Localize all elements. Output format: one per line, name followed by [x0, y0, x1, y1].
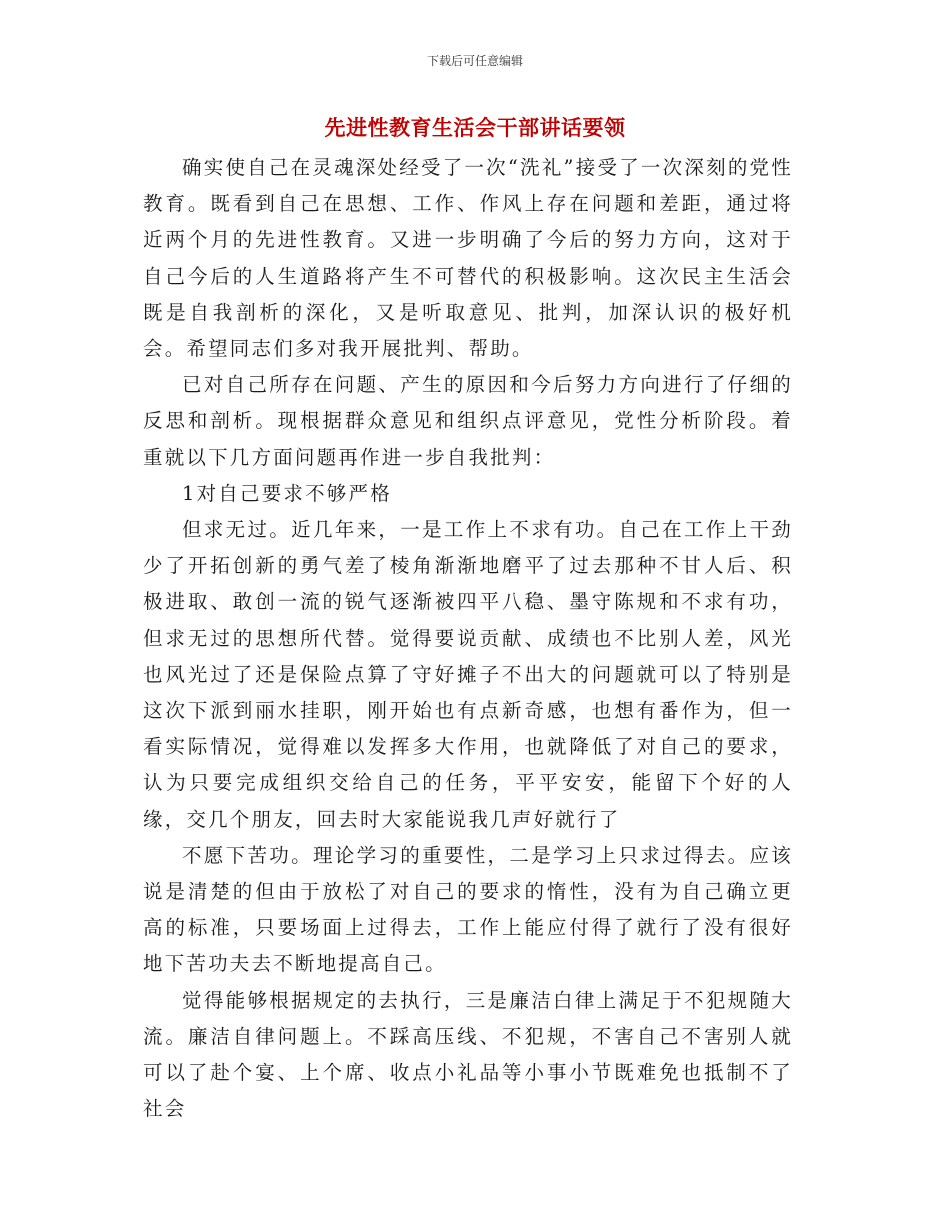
- paragraph-reflection: 已对自己所存在问题、产生的原因和今后努力方向进行了仔细的反思和剖析。现根据群众意见和组织点评意见，党性分析阶段。着重就以下几方面问题再作进一步自我批判：: [143, 373, 793, 469]
- section-heading-1: 1对自己要求不够严格: [182, 481, 392, 505]
- paragraph-intro: 确实使自己在灵魂深处经受了一次“洗礼”接受了一次深刻的党性教育。既看到自己在思想、工作、作风上存在问题和差距，通过将近两个月的先进性教育。又进一步明确了今后的努力方向，这对于自己今后的人生道路将产生不可替代的积极影响。这次民主生活会既是自我剖析的深化，又是听取意见、批判，加深认识的极好机会。希望同志们多对我开展批判、帮助。: [143, 156, 793, 361]
- paragraph-work: 但求无过。近几年来，一是工作上不求有功。自己在工作上干劲少了开拓创新的勇气差了棱角渐渐地磨平了过去那种不甘人后、积极进取、敢创一流的锐气逐渐被四平八稳、墨守陈规和不求有功，但求无过的思想所代替。觉得要说贡献、成绩也不比别人差，风光也风光过了还是保险点算了守好摊子不出大的问题就可以了特别是这次下派到丽水挂职，刚开始也有点新奇感，也想有番作为，但一看实际情况，觉得难以发挥多大作用，也就降低了对自己的要求，认为只要完成组织交给自己的任务，平平安安，能留下个好的人缘，交几个朋友，回去时大家能说我几声好就行了: [143, 518, 793, 831]
- paragraph-study: 不愿下苦功。理论学习的重要性，二是学习上只求过得去。应该说是清楚的但由于放松了对自己的要求的惰性，没有为自己确立更高的标准，只要场面上过得去，工作上能应付得了就行了没有很好地下苦功夫去不断地提高自己。: [143, 843, 793, 976]
- document-body: [143, 150, 793, 1127]
- paragraph-integrity: 觉得能够根据规定的去执行，三是廉洁白律上满足于不犯规随大流。廉洁自律问题上。不踩高压线、不犯规，不害自己不害别人就可以了赴个宴、上个席、收点小礼品等小事小节既难免也抵制不了社会: [143, 988, 793, 1121]
- header-note: 下载后可任意编辑: [426, 54, 523, 68]
- document-title: 先进性教育生活会干部讲话要领: [324, 115, 626, 140]
